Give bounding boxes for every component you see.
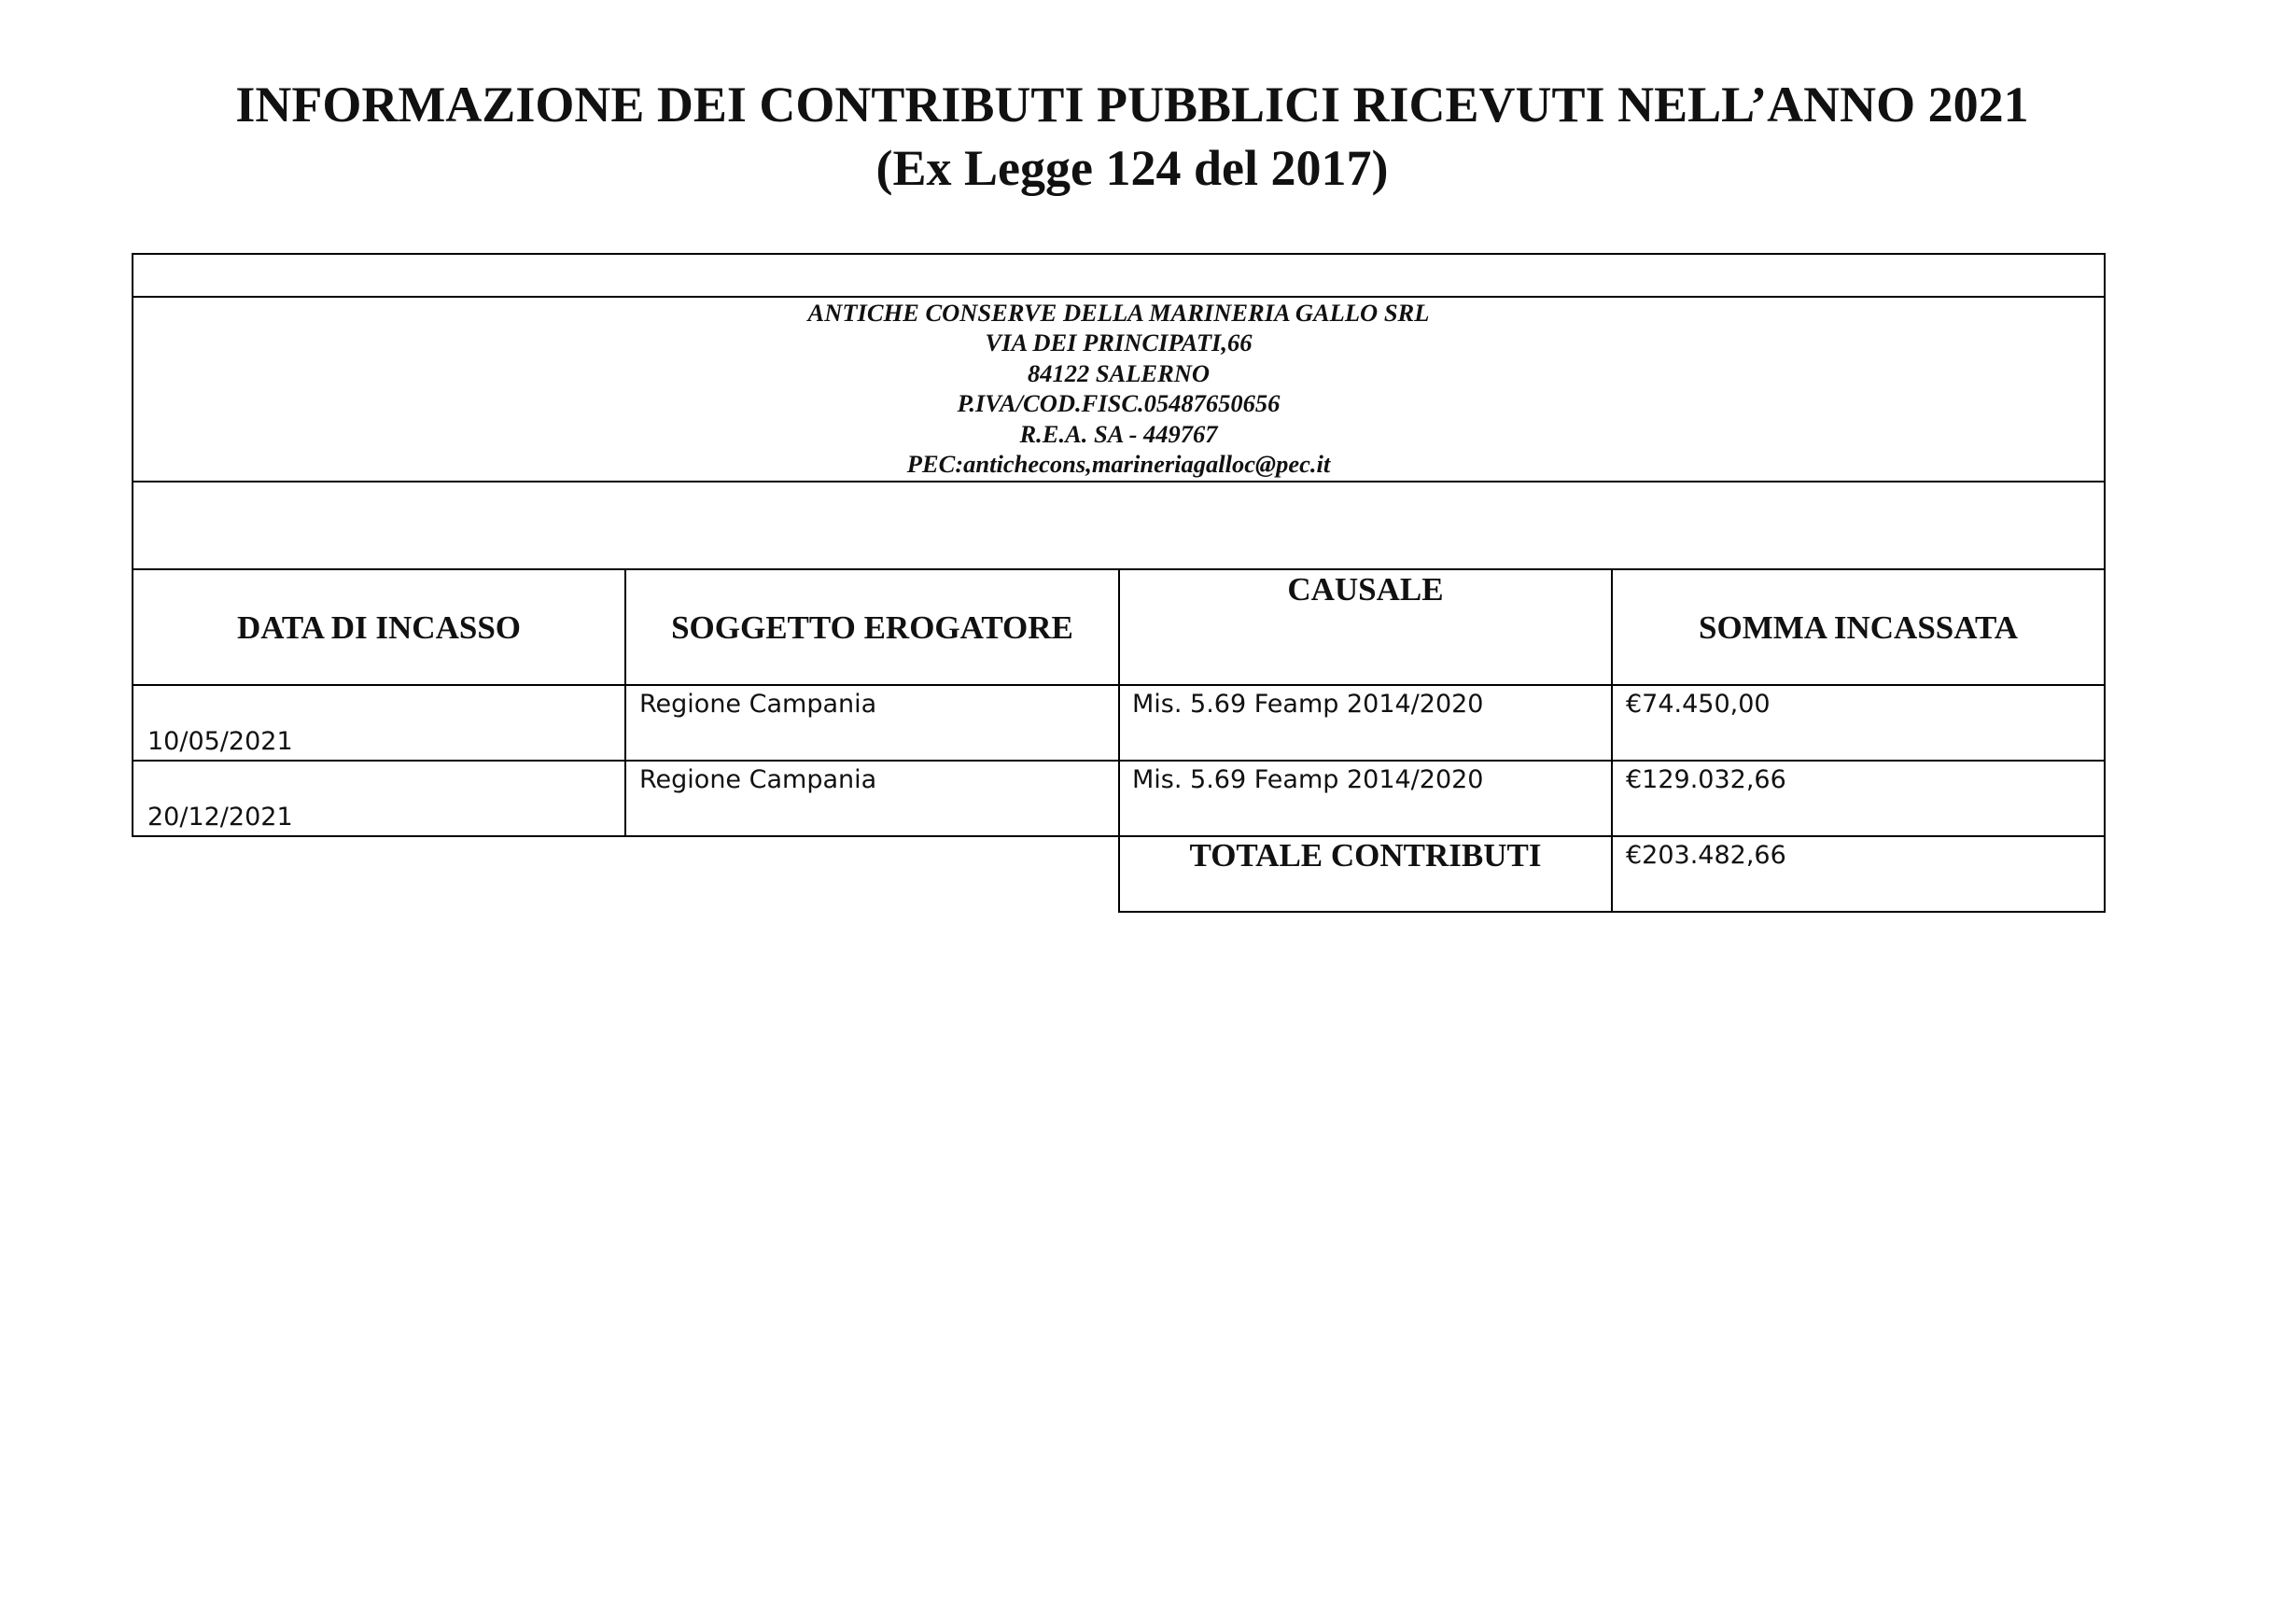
row-entity: Regione Campania (639, 765, 877, 794)
column-header-reason: CAUSALE (1287, 571, 1444, 608)
company-pec: PEC:antichecons,marineriagalloc@pec.it (906, 450, 1331, 479)
row-date: 10/05/2021 (147, 727, 293, 756)
column-header-amount: SOMMA INCASSATA (1699, 609, 2018, 646)
total-amount: €203.482,66 (1626, 841, 1786, 870)
document-title (0, 73, 2264, 200)
row-entity: Regione Campania (639, 690, 877, 719)
row-date: 20/12/2021 (147, 803, 293, 832)
company-rea: R.E.A. SA - 449767 (1019, 419, 1218, 448)
row-amount: €129.032,66 (1626, 765, 1786, 794)
title-line-1: INFORMAZIONE DEI CONTRIBUTI PUBBLICI RICEVUTI NELL’ANNO 2021 (235, 77, 2029, 133)
table-border-top (132, 253, 2106, 255)
column-header-date: DATA DI INCASSO (236, 609, 522, 646)
company-vat: P.IVA/COD.FISC.05487650656 (957, 389, 1281, 418)
title-line-2: (Ex Legge 124 del 2017) (875, 140, 1389, 196)
table-border-h2 (132, 481, 2106, 482)
row-amount: €74.450,00 (1626, 690, 1771, 719)
company-info (132, 298, 2106, 479)
column-header-entity: SOGGETTO EROGATORE (671, 609, 1073, 646)
row-reason: Mis. 5.69 Feamp 2014/2020 (1132, 690, 1484, 719)
total-label: TOTALE CONTRIBUTI (1189, 837, 1542, 874)
company-name: ANTICHE CONSERVE DELLA MARINERIA GALLO SRL (807, 299, 1430, 327)
company-address: VIA DEI PRINCIPATI,66 (985, 329, 1253, 357)
row-reason: Mis. 5.69 Feamp 2014/2020 (1132, 765, 1484, 794)
company-city: 84122 SALERNO (1027, 358, 1211, 387)
